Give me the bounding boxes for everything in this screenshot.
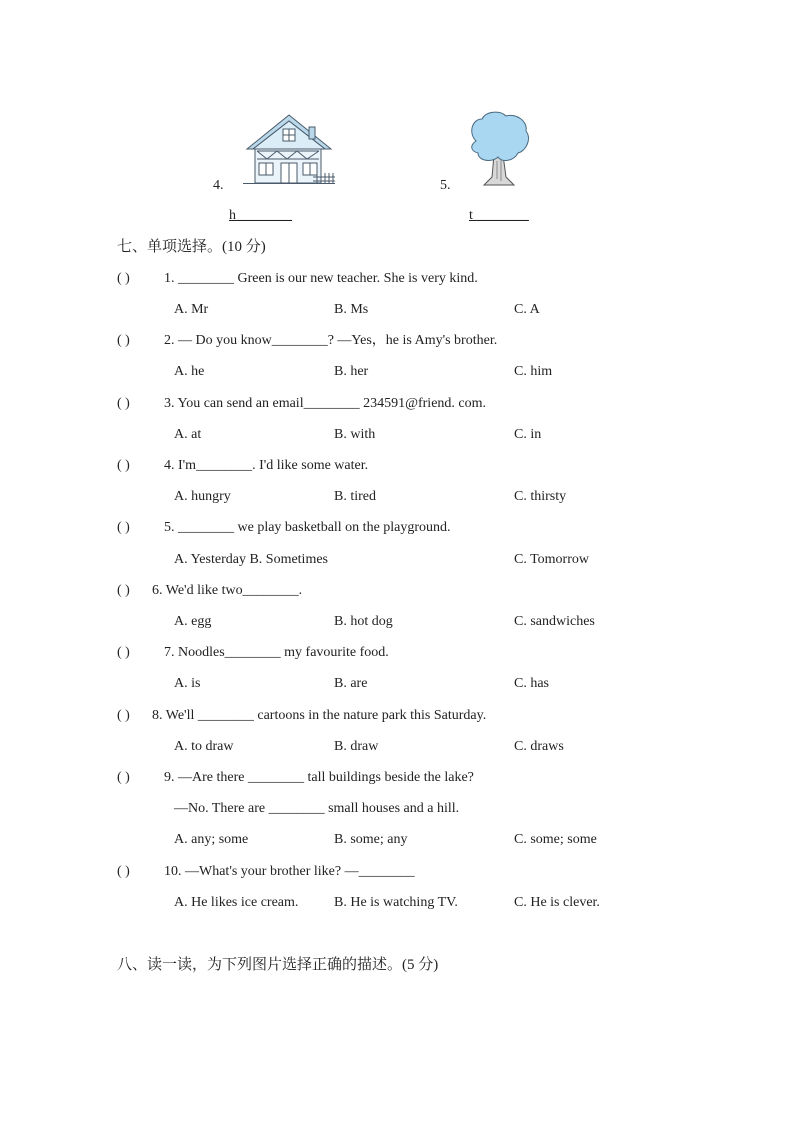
q4-option-c: C. thirsty [514,489,567,504]
picture-number-5: 5. [440,178,451,193]
q1-stem: 1. ________ Green is our new teacher. She is very kind. [164,271,478,286]
q1-paren: ( ) [117,271,130,286]
q9-stem-line-2: —No. There are ________ small houses and a hill. [174,801,460,816]
q4-option-b: B. tired [334,489,376,504]
picture-answer-4: h________ [229,208,292,223]
q3-paren: ( ) [117,396,130,411]
q6-stem: 6. We'd like two________. [152,583,303,598]
q8-stem: 8. We'll ________ cartoons in the nature park this Saturday. [152,708,487,723]
q5-option-c: C. Tomorrow [514,552,589,567]
q7-paren: ( ) [117,645,130,660]
q6-option-a: A. egg [174,614,212,629]
q9-option-a: A. any; some [174,832,249,847]
q6-option-c: C. sandwiches [514,614,595,629]
q5-option-a: A. Yesterday B. Sometimes [174,552,328,567]
q8-option-c: C. draws [514,739,564,754]
section-8-heading: 八、读一读，为下列图片选择正确的描述。(5 分) [117,957,439,973]
q2-stem: 2. — Do you know________? —Yes，he is Amy's brother. [164,333,498,348]
q4-option-a: A. hungry [174,489,231,504]
q6-option-b: B. hot dog [334,614,393,629]
q10-paren: ( ) [117,864,130,879]
q7-option-b: B. are [334,676,368,691]
q2-paren: ( ) [117,333,130,348]
q8-option-b: B. draw [334,739,379,754]
q7-stem: 7. Noodles________ my favourite food. [164,645,389,660]
q9-stem: 9. —Are there ________ tall buildings beside the lake? [164,770,474,785]
q5-paren: ( ) [117,520,130,535]
q10-option-a: A. He likes ice cream. [174,895,299,910]
house-icon [243,113,335,185]
q9-option-c: C. some; some [514,832,597,847]
q4-stem: 4. I'm________. I'd like some water. [164,458,369,473]
q7-option-a: A. is [174,676,201,691]
q2-option-b: B. her [334,364,369,379]
q6-paren: ( ) [117,583,130,598]
q1-option-b: B. Ms [334,302,369,317]
q5-stem: 5. ________ we play basketball on the playground. [164,520,451,535]
q4-paren: ( ) [117,458,130,473]
q7-option-c: C. has [514,676,549,691]
picture-answer-5: t________ [469,208,529,223]
picture-number-4: 4. [213,178,224,193]
q3-option-c: C. in [514,427,542,442]
q8-paren: ( ) [117,708,130,723]
q10-option-b: B. He is watching TV. [334,895,458,910]
house-picture [243,113,335,185]
section-7-heading: 七、单项选择。(10 分) [117,239,266,255]
q3-option-b: B. with [334,427,376,442]
q2-option-a: A. he [174,364,205,379]
tree-picture [466,111,532,187]
tree-icon [466,111,532,187]
q10-stem: 10. —What's your brother like? —________ [164,864,415,879]
q10-option-c: C. He is clever. [514,895,600,910]
q3-option-a: A. at [174,427,202,442]
q9-paren: ( ) [117,770,130,785]
q9-option-b: B. some; any [334,832,408,847]
q1-option-c: C. A [514,302,540,317]
q3-stem: 3. You can send an email________ 234591@friend. com. [164,396,487,411]
q8-option-a: A. to draw [174,739,234,754]
q2-option-c: C. him [514,364,553,379]
q1-option-a: A. Mr [174,302,209,317]
